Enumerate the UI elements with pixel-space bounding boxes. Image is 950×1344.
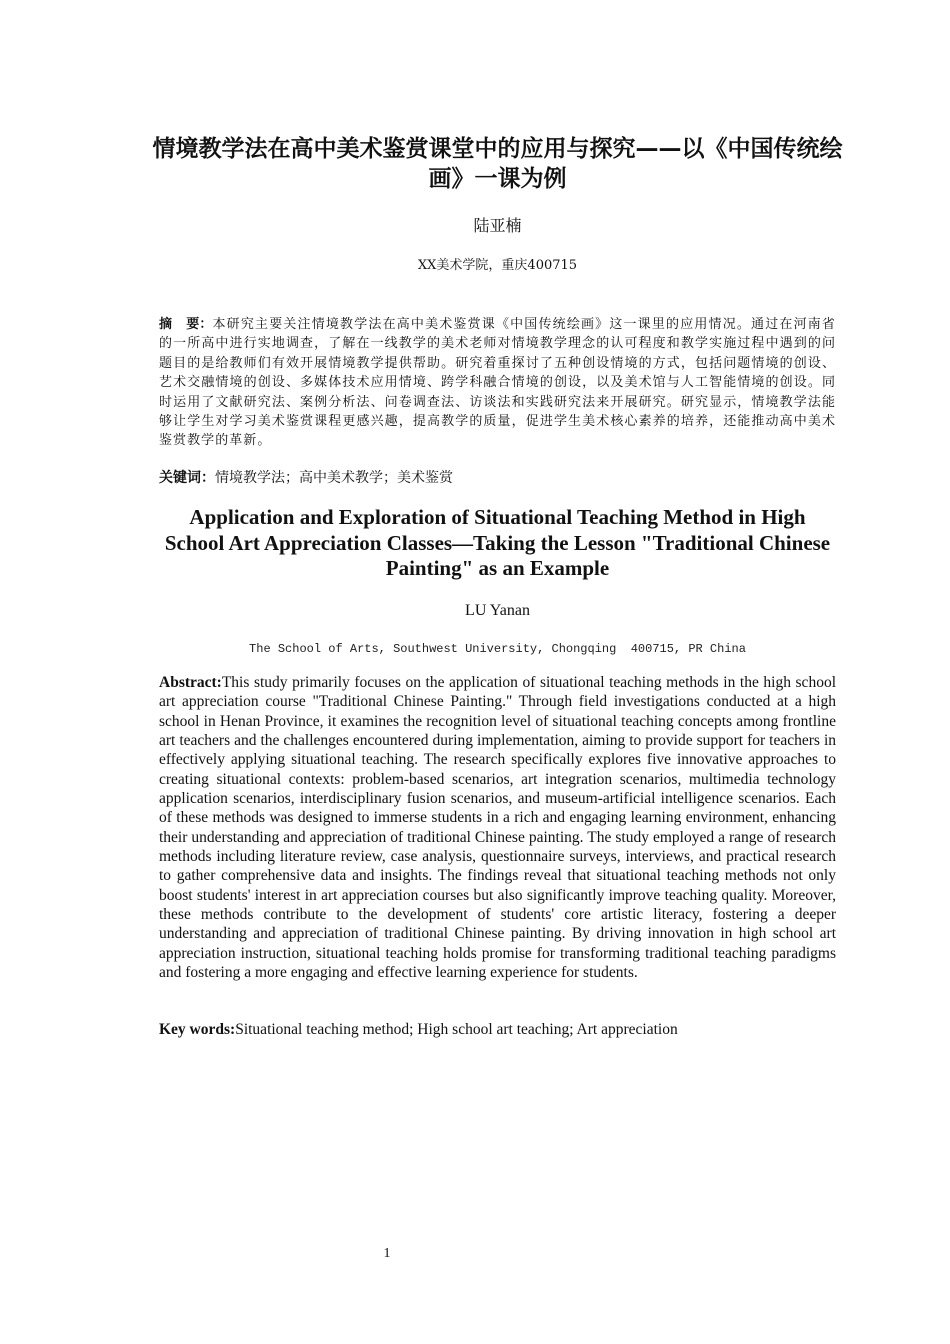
english-title: Application and Exploration of Situational Teaching Method in High School Art Appreciation Classes—Taking the Lesson "Traditional Chinese Painting" as an Example [164, 505, 831, 580]
english-author: LU Yanan [465, 602, 530, 619]
chinese-abstract [159, 315, 836, 451]
english-abstract-text: This study primarily focuses on the application of situational teaching methods in the high school art appreciation course "Traditional Chinese Painting." Through field investigations conducted at a high school in Henan Province, it examines the recognition level of situational teaching concepts among frontline art teachers and the challenges encountered during implementation, aiming to provide support for teachers in effectively applying situational teaching. The research specifically explores five innovative approaches to creating situational contexts: problem-based scenarios, art integration scenarios, multimedia technology application scenarios, interdisciplinary fusion scenarios, and museum-artificial intelligence scenarios. Each of these methods was designed to immerse students in a rich and engaging learning environment, enhancing their understanding and appreciation of traditional Chinese painting. The study employed a range of research methods including literature review, case analysis, questionnaire surveys, interviews, and practical research to gather comprehensive data and insights. The findings reveal that situational teaching methods not only boost students' interest in art appreciation courses but also significantly improve teaching quality. Moreover, these methods contribute to the development of students' core artistic literacy, fostering a deeper understanding and appreciation of traditional Chinese painting. By driving innovation in high school art appreciation instruction, situational teaching holds promise for transforming traditional teaching paradigms and fostering a more engaging and effective learning experience for students. [159, 674, 836, 982]
chinese-keywords-text: 情境教学法；高中美术教学；美术鉴赏 [215, 470, 453, 486]
english-abstract [159, 673, 836, 983]
chinese-keywords [159, 468, 836, 488]
chinese-abstract-label-part1: 摘 [159, 317, 173, 332]
chinese-title: 情境教学法在高中美术鉴赏课堂中的应用与探究——以《中国传统绘画》一课为例 [152, 136, 843, 192]
english-abstract-label: Abstract: [159, 674, 222, 691]
page-number: 1 [383, 1246, 391, 1261]
chinese-keywords-label: 关键词： [159, 470, 215, 486]
chinese-abstract-label [159, 317, 213, 332]
chinese-abstract-text: 本研究主要关注情境教学法在高中美术鉴赏课《中国传统绘画》这一课里的应用情况。通过在河南省的一所高中进行实地调查，了解在一线教学的美术老师对情境教学理念的认可程度和教学实施过程中遇到的问题目的是给教师们有效开展情境教学提供帮助。研究着重探讨了五种创设情境的方式，包括问题情境的创设、艺术交融情境的创设、多媒体技术应用情境、跨学科融合情境的创设，以及美术馆与人工智能情境的创设。同时运用了文献研究法、案例分析法、问卷调查法、访谈法和实践研究法来开展研究。研究显示，情境教学法能够让学生对学习美术鉴赏课程更感兴趣，提高教学的质量，促进学生美术核心素养的培养，还能推动高中美术鉴赏教学的革新。 [159, 317, 836, 449]
english-affiliation: The School of Arts, Southwest University, Chongqing 400715, PR China [249, 642, 746, 656]
chinese-author: 陆亚楠 [473, 216, 522, 235]
english-keywords-text: Situational teaching method; High school art teaching; Art appreciation [235, 1021, 678, 1038]
english-keywords-label: Key words: [159, 1021, 236, 1038]
chinese-affiliation: XX美术学院，重庆400715 [417, 258, 578, 273]
english-keywords [159, 1020, 836, 1040]
chinese-abstract-label-part2: 要： [186, 317, 213, 332]
